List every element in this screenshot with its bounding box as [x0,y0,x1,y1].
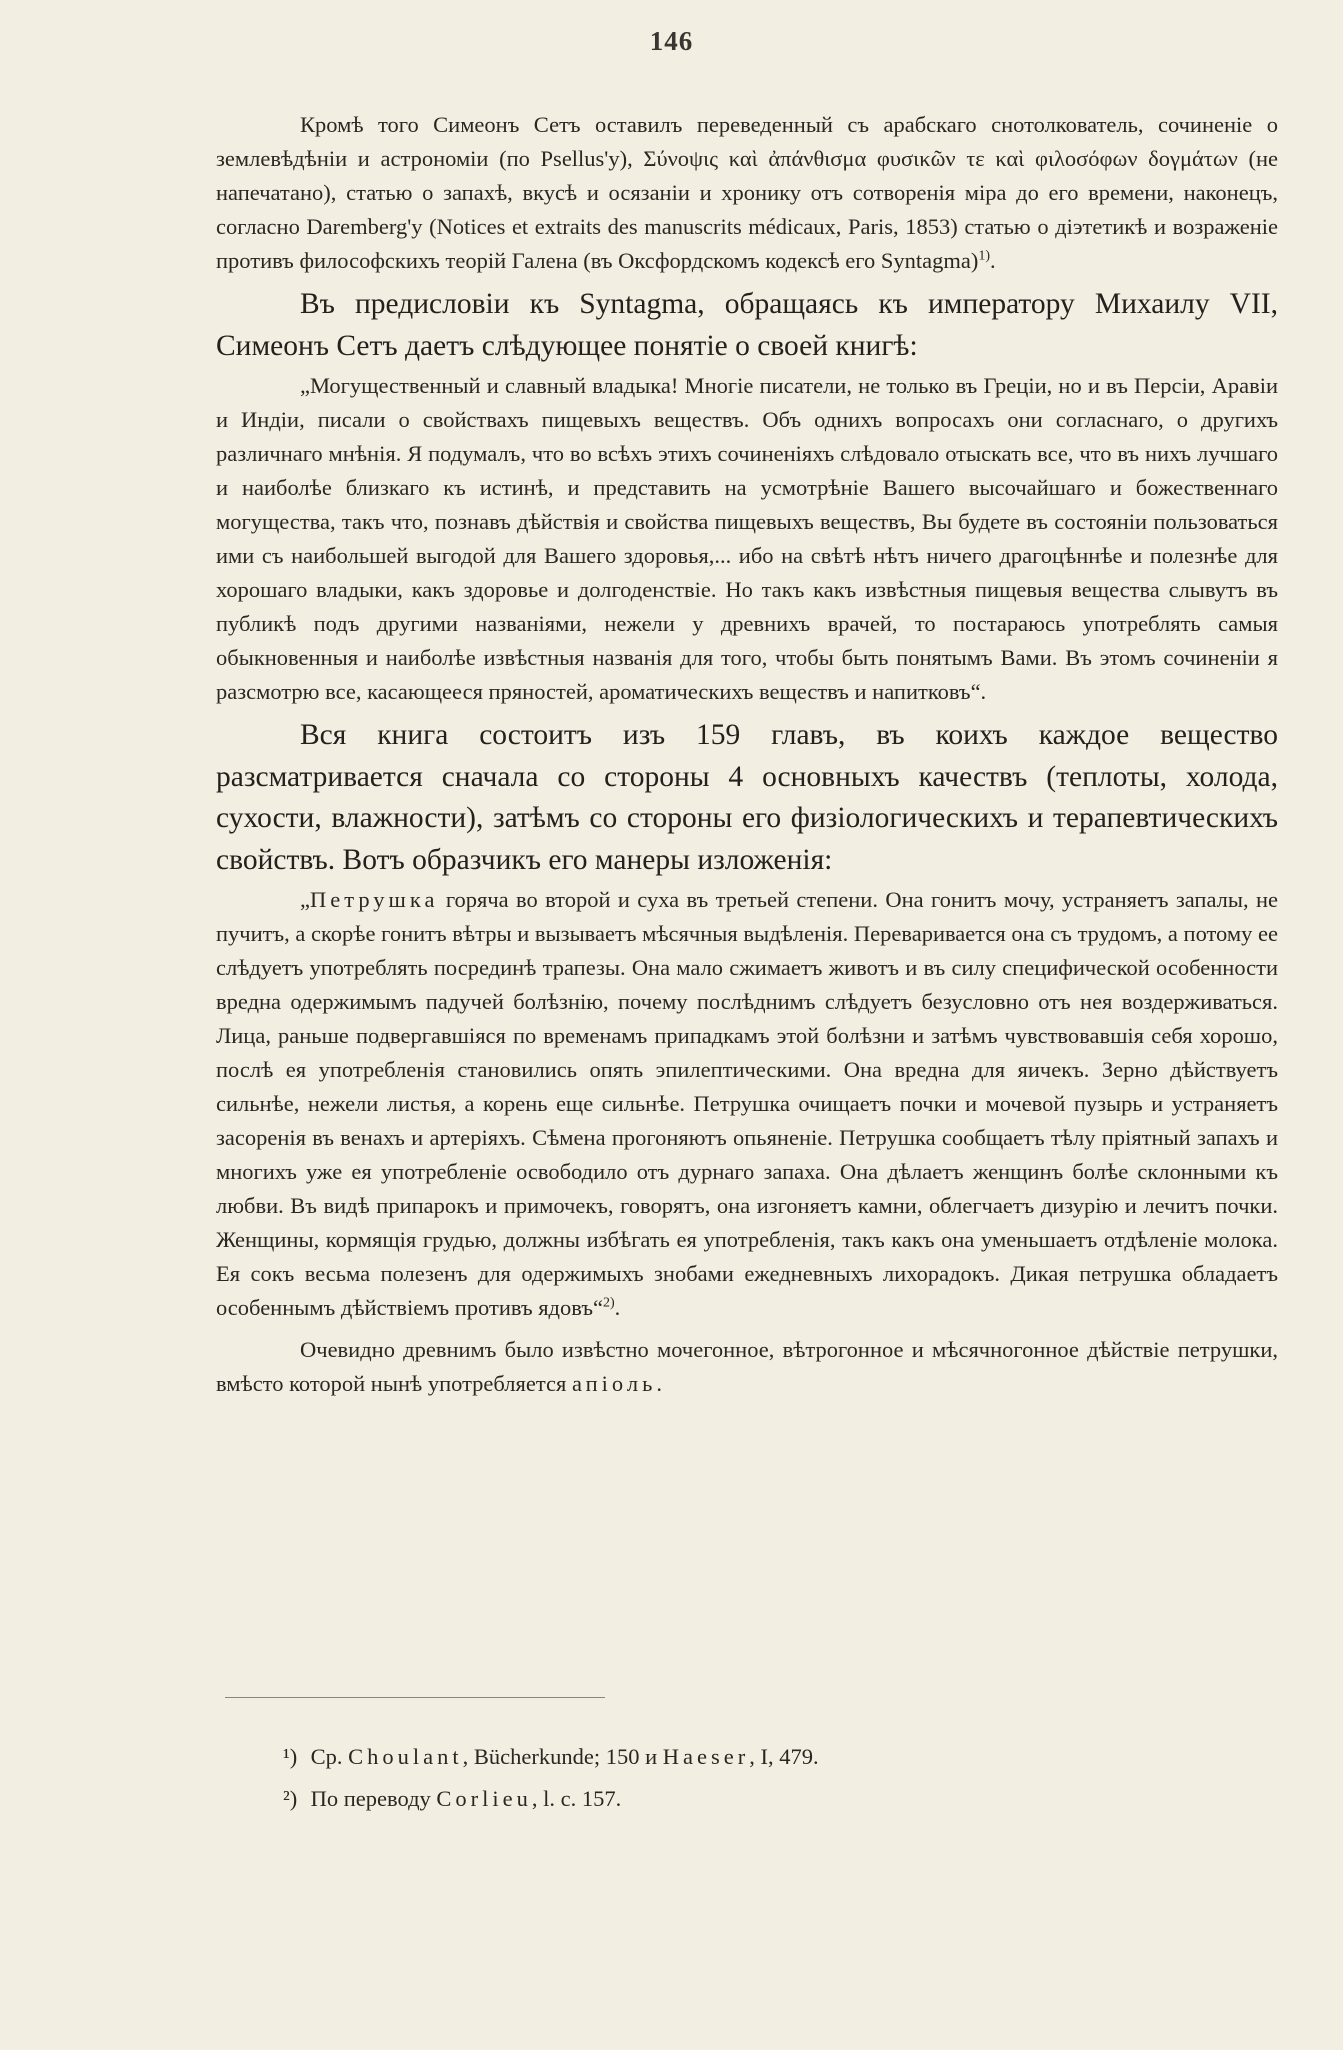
footnote-text: , l. c. 157. [531,1786,622,1811]
paragraph-end: . [656,1371,662,1396]
spaced-author: Corlieu [436,1786,532,1811]
spaced-author: Choulant [348,1744,463,1769]
paragraph-text: „Могущественный и славный владыка! Многіе писатели, не только въ Греціи, но и въ Персіи, Аравіи и Индіи, писали о свойствахъ пищевыхъ веществъ. Объ однихъ вопросахъ они согласнаго, о другихъ различнаго мнѣнія. Я подумалъ, что во всѣхъ этихъ сочиненіяхъ слѣдовало отыскать все, что въ нихъ лучшаго и наиболѣе близкаго къ истинѣ, и представить на усмотрѣніе Вашего высочайшаго и божественнаго могущества, такъ что, познавъ дѣйствія и свойства пищевыхъ веществъ, Вы будете въ состояніи пользоваться ими съ наибольшей выгодой для Вашего здоровья,... ибо на свѣтѣ нѣтъ ничего драгоцѣннѣе и полезнѣе для хорошаго владыки, какъ здоровье и долгоденствіе. Но такъ какъ извѣстныя пищевыя вещества слывутъ въ публикѣ подъ другими названіями, нежели у древнихъ врачей, то постараюсь употреблять самыя обыкновенныя и наиболѣе извѣстныя названія для того, чтобы быть понятымъ Вами. Въ этомъ сочиненіи я разсмотрю все, касающееся пряностей, ароматическихъ веществъ и напитковъ“. [216,373,1278,704]
footnote-text: , Bücherkunde; 150 и [462,1744,663,1769]
paragraph-end: . [990,248,996,273]
paragraph-preface [216,284,1278,367]
spaced-author: Haeser [662,1744,750,1769]
footnote-reference: 2) [602,1295,615,1311]
opening-quote: „ [300,887,310,912]
paragraph-text: Вся книга состоитъ изъ 159 главъ, въ коихъ каждое вещество разсматривается сначала со стороны 4 основныхъ качествъ (теплоты, холода, сухости, влажности), затѣмъ со стороны его физіологическихъ и терапевтическихъ свойствъ. Вотъ образчикъ его манеры изложенія: [216,719,1278,876]
paragraph-text: Въ предисловіи къ Syntagma, обращаясь къ императору Михаилу VII, Симеонъ Сетъ даетъ слѣдующее понятіе о своей книгѣ: [216,288,1278,362]
paragraph-text: горяча во второй и суха въ третьей степени. Она гонитъ мочу, устраняетъ запалы, не пучитъ, а скорѣе гонитъ вѣтры и вызываетъ мѣсячныя выдѣленія. Переваривается она съ трудомъ, а потому ее слѣдуетъ употреблять посрединѣ трапезы. Она мало сжимаетъ животъ и въ силу специфической особенности вредна одержимымъ падучей болѣзнію, почему послѣднимъ слѣдуетъ безусловно отъ нея воздерживаться. Лица, раньше подвергавшіяся по временамъ припадкамъ этой болѣзни и затѣмъ чувствовавшія себя хорошо, послѣ ея употребленія становились опять эпилептическими. Она вредна для яичекъ. Зерно дѣйствуетъ сильнѣе, нежели листья, а корень еще сильнѣе. Петрушка очищаетъ почки и мочевой пузырь и устраняетъ засоренія въ венахъ и артеріяхъ. Сѣмена прогоняютъ опьяненіе. Петрушка сообщаетъ тѣлу пріятный запахъ и многихъ уже ея употребленіе освободило отъ дурнаго запаха. Она дѣлаетъ женщинъ болѣе склонными къ любви. Въ видѣ припарокъ и примочекъ, говорятъ, она изгоняетъ камни, облегчаетъ дизурію и лечитъ почки. Женщины, кормящія грудью, должны избѣгать ея употребленія, такъ какъ она уменьшаетъ отдѣленіе молока. Ея сокъ весьма полезенъ для одержимыхъ знобами ежедневныхъ лихорадокъ. Дикая петрушка обладаетъ особеннымъ дѣйствіемъ противъ ядовъ“ [216,887,1278,1320]
footnote-2 [283,1778,1183,1820]
footnote-marker: ¹) [283,1744,298,1769]
footnote-reference: 1) [978,248,990,264]
paragraph-text: Очевидно древнимъ было извѣстно мочегонное, вѣтрогонное и мѣсячногонное дѣйствіе петрушки, вмѣсто которой нынѣ употребляется [216,1337,1278,1396]
footnote-marker: ²) [283,1786,298,1811]
page-number: 146 [649,26,694,56]
spaced-term: Петрушка [310,887,439,912]
footnotes [283,1736,1183,1820]
quote-preface [216,369,1278,709]
footnote-text: , I, 479. [749,1744,819,1769]
footnote-1 [283,1736,1183,1778]
paragraph-text: Кромѣ того Симеонъ Сетъ оставилъ переведенный съ арабскаго снотолкователь, сочиненіе о землевѣдѣніи и астрономіи (по Psellus'у), Σύνοψις καὶ ἀπάνθισμα φυσικῶν τε καὶ φιλοσόφων δογμάτων (не напечатано), статью о запахѣ, вкусѣ и осязаніи и хронику отъ сотворенія міра до его времени, наконецъ, согласно Daremberg'у (Notices et extraits des manuscrits médicaux, Paris, 1853) статью о діэтетикѣ и возраженіе противъ философскихъ теорій Галена (въ Оксфордскомъ кодексѣ его Syntagma) [216,112,1278,273]
paragraph-end: . [614,1295,621,1320]
paragraph-book-structure [216,715,1278,881]
footnote-text: Cp. [310,1744,349,1769]
main-text [216,108,1278,1401]
paragraph-conclusion [216,1333,1278,1401]
quote-parsley [216,883,1278,1325]
paragraph-writings [216,108,1278,278]
spaced-term: апіоль [571,1371,657,1396]
footnote-separator [225,1697,605,1698]
footnote-text: По переводу [310,1786,437,1811]
